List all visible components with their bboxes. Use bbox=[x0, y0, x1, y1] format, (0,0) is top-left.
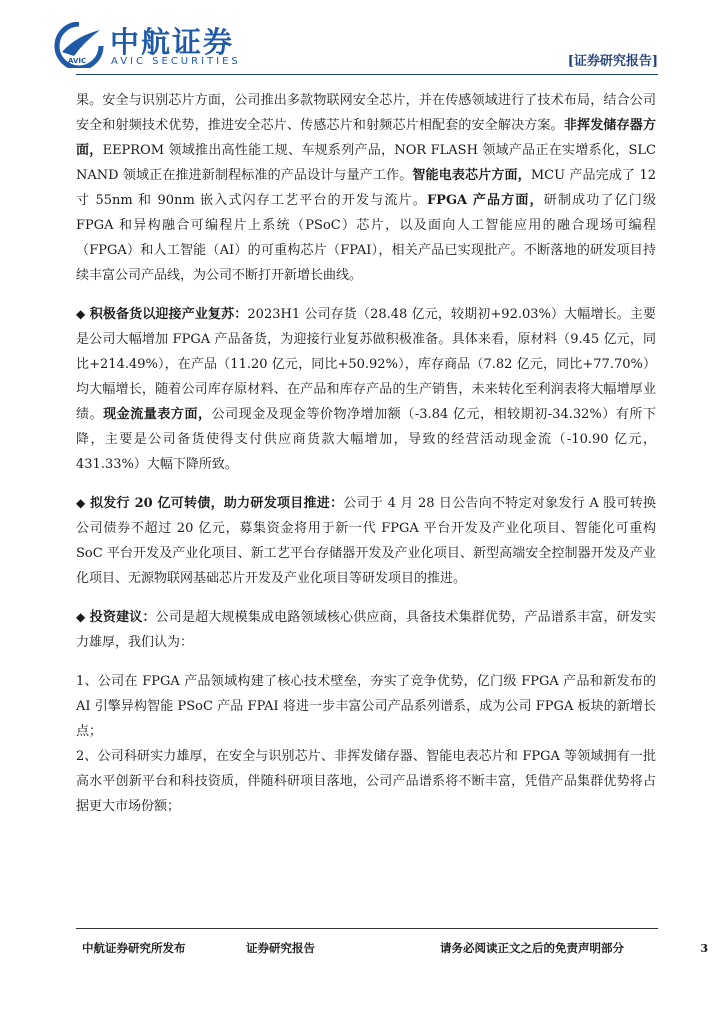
paragraph-text: 公司推出多款物联网安全芯片，并在传感领域进行了技术布局，结合公司安全和射频技术优势，推进安全芯片、传感芯片和射频芯片相配套的安全解决方案。 bbox=[76, 93, 656, 133]
report-body bbox=[76, 88, 656, 819]
body-paragraph bbox=[76, 744, 656, 819]
bold-heading-text: 智能电表芯片方面， bbox=[412, 168, 531, 183]
page-header bbox=[0, 0, 724, 80]
logo-text: AVIC bbox=[68, 57, 87, 65]
bullet-diamond-icon: ◆ bbox=[76, 610, 90, 624]
bold-heading-text: 积极备货以迎接产业复苏： bbox=[89, 307, 248, 322]
footer-disclaimer-note: 请务必阅读正文之后的免责声明部分 bbox=[440, 941, 624, 955]
bullet-diamond-icon: ◆ bbox=[76, 307, 90, 321]
body-paragraph bbox=[76, 605, 656, 655]
paragraph-text: 果。安全与识别芯片方面， bbox=[76, 93, 235, 108]
paragraph-text: 公司现金及现金等价物净增加额（-3.84 亿元，相较期初-34.32%）有所下降，主要是公司备货使得支付供应商货款大幅增加，导致的经营活动现金流（-10.90 亿元，431.33%）大幅下降所致。 bbox=[76, 407, 656, 472]
paragraph-text: 2、公司科研实力雄厚，在安全与识别芯片、非挥发储存器、智能电表芯片和 FPGA 等领域拥有一批高水平创新平台和科技资质，伴随科研项目落地，公司产品谱系将不断丰富，凭借产品集群优势将占据更大市场份额； bbox=[76, 749, 656, 814]
header-divider bbox=[76, 74, 658, 75]
body-paragraph bbox=[76, 302, 656, 477]
paragraph-text: MCU 产品完成了 12 寸 55nm 和 90nm 嵌入式闪存工艺平台的开发与流片。 bbox=[76, 168, 656, 208]
report-type-tag: [证券研究报告] bbox=[567, 54, 658, 69]
page-number: 3 bbox=[700, 942, 708, 955]
footer-report-type: 证券研究报告 bbox=[246, 941, 315, 955]
body-paragraph bbox=[76, 669, 656, 744]
paragraph-text: EEPROM 领域推出高性能工规、车规系列产品，NOR FLASH 领域产品正在实增系化，SLC NAND 领域正在推进新制程标准的产品设计与量产工作。 bbox=[76, 143, 656, 183]
bold-heading-text: 拟发行 20 亿可转债，助力研发项目推进： bbox=[89, 496, 344, 511]
brand-name-en: AVIC SECURITIES bbox=[111, 56, 241, 67]
footer-publisher: 中航证券研究所发布 bbox=[82, 941, 186, 955]
bold-heading-text: 现金流量表方面， bbox=[103, 407, 212, 422]
body-paragraph bbox=[76, 88, 656, 288]
bold-heading-text: 非挥发储存器方面， bbox=[76, 118, 656, 158]
body-paragraph bbox=[76, 491, 656, 591]
paragraph-text: 研制成功了亿门级 FPGA 和异构融合可编程片上系统（PSoC）芯片，以及面向人工智能应用的融合现场可编程（FPGA）和人工智能（AI）的可重构芯片（FPAI），相关产品已实现批产。不断落地的研发项目持续丰富公司产品线，为公司不断打开新增长曲线。 bbox=[76, 193, 656, 283]
brand-name-cn: 中航证券 bbox=[110, 25, 235, 59]
paragraph-text: 公司于 4 月 28 日公告向不特定对象发行 A 股可转换公司债券不超过 20 亿元，募集资金将用于新一代 FPGA 平台开发及产业化项目、智能化可重构 SoC 平台开发及产业化项目、新工艺平台存储器开发及产业化项目、新型高端安全控制器开发及产业化项目、无源物联网基础芯片开发及产业化项目等研发项目的推进。 bbox=[76, 496, 657, 586]
bullet-diamond-icon: ◆ bbox=[76, 496, 90, 510]
footer-divider bbox=[76, 928, 658, 929]
avic-logo-icon bbox=[54, 22, 104, 68]
paragraph-text: 公司是超大规模集成电路领域核心供应商，具备技术集群优势，产品谱系丰富，研发实力雄厚，我们认为： bbox=[76, 610, 656, 650]
paragraph-text: 2023H1 公司存货（28.48 亿元，较期初+92.03%）大幅增长。主要是公司大幅增加 FPGA 产品备货，为迎接行业复苏做积极准备。具体来看，原材料（9.45 亿元，同比+214.49%），在产品（11.20 亿元，同比+50.92%），库存商品（7.82 亿元，同比+77.70%）均大幅增长，随着公司库存原材料、在产品和库存产品的生产销售，未来转化至利润表将大幅增厚业绩。 bbox=[76, 307, 657, 422]
bold-heading-text: 投资建议： bbox=[89, 610, 156, 625]
bold-heading-text: FPGA 产品方面， bbox=[426, 193, 544, 208]
paragraph-text: 1、公司在 FPGA 产品领域构建了核心技术壁垒，夯实了竞争优势，亿门级 FPGA 产品和新发布的 AI 引擎异构智能 PSoC 产品 FPAI 将进一步丰富公司产品系列谱系，成为公司 FPGA 板块的新增长点； bbox=[76, 674, 656, 739]
